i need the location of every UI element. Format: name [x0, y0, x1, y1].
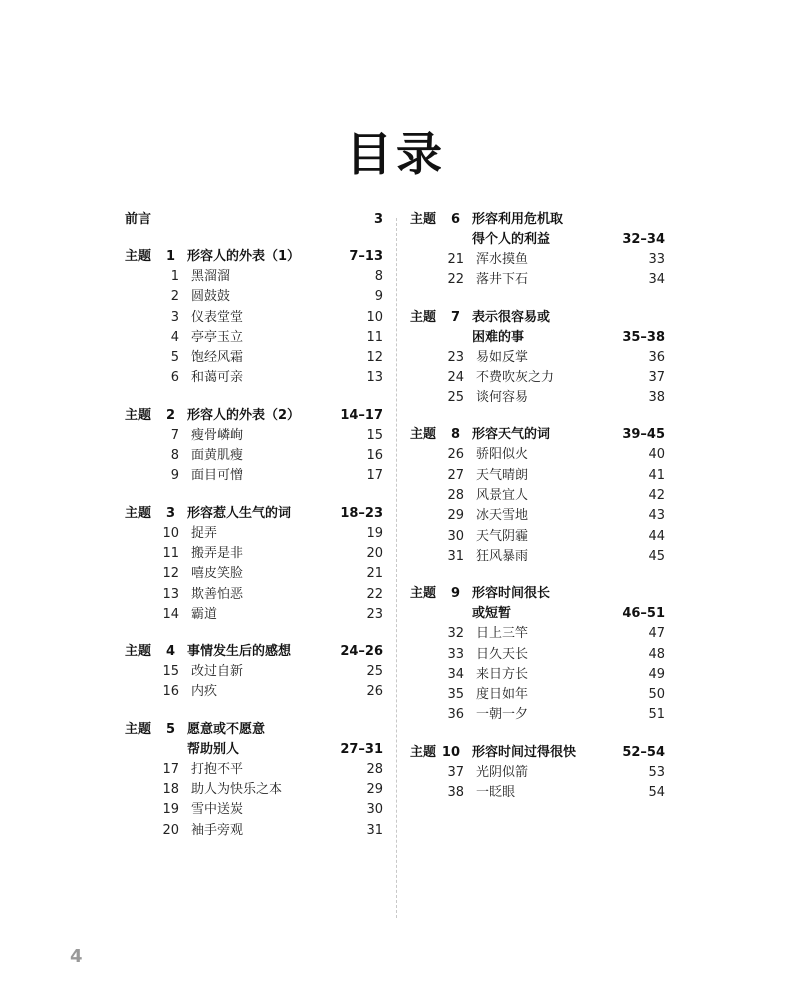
entry-page: 21: [366, 566, 383, 582]
toc-entry[interactable]: [410, 466, 665, 486]
entry-title: 浑水摸鱼: [476, 252, 529, 267]
toc-entry[interactable]: [410, 388, 665, 408]
section-heading[interactable]: [410, 584, 665, 624]
section-label: 主题: [410, 309, 437, 325]
section-title: 形容惹人生气的词: [187, 505, 292, 521]
section-title: 困难的事: [472, 329, 525, 345]
section-page-range: 27–31: [340, 741, 383, 757]
section-label: 主题: [410, 744, 437, 760]
entry-number: 10: [162, 525, 179, 541]
entry-page: 53: [648, 764, 665, 780]
entry-title: 仪表堂堂: [191, 309, 244, 325]
section-title: 形容利用危机取: [472, 212, 564, 227]
entry-number: 35: [447, 687, 464, 703]
toc-entry[interactable]: [125, 308, 383, 328]
entry-title: 饱经风霜: [191, 350, 244, 366]
section-label: 主题: [125, 249, 152, 264]
entry-page: 12: [366, 350, 383, 366]
toc-section: [410, 584, 665, 725]
entry-title: 面目可憎: [191, 468, 244, 484]
entry-number: 15: [162, 664, 179, 680]
entry-title: 嘻皮笑脸: [191, 566, 244, 582]
entry-number: 13: [162, 586, 179, 602]
entry-title: 瘦骨嶙峋: [191, 427, 244, 443]
entry-number: 34: [447, 666, 464, 682]
section-heading[interactable]: [410, 210, 665, 250]
entry-title: 狂风暴雨: [476, 548, 529, 564]
toc-entry[interactable]: [410, 506, 665, 526]
section-title: 形容时间很长: [472, 586, 551, 602]
section-title: 形容人的外表（1）: [187, 249, 301, 264]
entry-page: 22: [366, 586, 383, 602]
entry-title: 冰天雪地: [476, 508, 529, 524]
entry-title: 谈何容易: [476, 390, 529, 406]
entry-number: 23: [447, 349, 464, 365]
toc-entry[interactable]: [125, 368, 383, 388]
entry-title: 亭亭玉立: [191, 329, 244, 345]
section-number: 3: [165, 505, 175, 521]
entry-number: 6: [170, 370, 179, 386]
entry-number: 4: [170, 329, 179, 345]
entry-page: 17: [366, 468, 383, 484]
section-number: 7: [450, 309, 460, 325]
entry-page: 30: [366, 802, 383, 818]
entry-page: 47: [648, 626, 665, 642]
section-heading[interactable]: [125, 642, 383, 662]
toc-entry[interactable]: [125, 466, 383, 486]
section-title: 形容天气的词: [472, 427, 551, 443]
toc-entry[interactable]: [410, 645, 665, 665]
entry-page: 10: [366, 309, 383, 325]
preface-page: 3: [373, 212, 383, 227]
section-heading[interactable]: [410, 743, 665, 763]
entry-title: 风景宜人: [476, 488, 529, 504]
entry-title: 雪中送炭: [191, 802, 244, 818]
section-heading[interactable]: [125, 504, 383, 524]
toc-entry[interactable]: [410, 527, 665, 547]
entry-title: 不费吹灰之力: [476, 369, 555, 385]
entry-number: 28: [447, 488, 464, 504]
section-heading[interactable]: [125, 247, 383, 267]
entry-title: 天气阴霾: [476, 528, 529, 544]
entry-number: 3: [170, 309, 179, 325]
entry-number: 7: [170, 427, 179, 443]
section-label: 主题: [410, 212, 437, 227]
toc-entry[interactable]: [410, 685, 665, 705]
entry-page: 23: [366, 606, 383, 622]
entry-page: 49: [648, 666, 665, 682]
entry-title: 捉弄: [191, 525, 218, 541]
entry-title: 一眨眼: [476, 785, 516, 801]
entry-page: 11: [366, 329, 383, 345]
entry-title: 圆鼓鼓: [191, 289, 231, 305]
toc-entry[interactable]: [125, 348, 383, 368]
entry-page: 41: [648, 467, 665, 483]
toc-entry[interactable]: [410, 368, 665, 388]
toc-entry[interactable]: [125, 426, 383, 446]
entry-number: 33: [447, 646, 464, 662]
toc-entry[interactable]: [125, 267, 383, 287]
entry-page: 26: [366, 684, 383, 700]
section-page-range: 46–51: [622, 606, 665, 622]
toc-entry[interactable]: [125, 821, 383, 841]
section-number: 8: [450, 427, 460, 443]
entry-title: 和蔼可亲: [191, 370, 244, 386]
entry-number: 25: [447, 390, 464, 406]
toc-section: [410, 308, 665, 409]
section-number: 10: [441, 744, 460, 760]
toc-entry[interactable]: [125, 524, 383, 544]
toc-entry[interactable]: [410, 486, 665, 506]
toc-entry[interactable]: [125, 682, 383, 702]
entry-page: 54: [648, 785, 665, 801]
entry-number: 24: [447, 369, 464, 385]
entry-number: 19: [162, 802, 179, 818]
toc-entry[interactable]: [410, 348, 665, 368]
entry-number: 30: [447, 528, 464, 544]
section-page-range: 24–26: [340, 644, 383, 660]
entry-number: 20: [162, 822, 179, 838]
entry-title: 欺善怕恶: [191, 586, 244, 602]
entry-page: 36: [648, 349, 665, 365]
section-page-range: 14–17: [340, 407, 383, 423]
entry-title: 日久天长: [476, 646, 529, 662]
toc-entry[interactable]: [410, 783, 665, 803]
toc-entry[interactable]: [125, 328, 383, 348]
section-page-range: 32–34: [622, 232, 665, 247]
section-title: 帮助别人: [187, 741, 240, 757]
toc-entry[interactable]: [125, 800, 383, 820]
entry-number: 29: [447, 508, 464, 524]
entry-page: 28: [366, 761, 383, 777]
entry-number: 9: [170, 468, 179, 484]
toc-preface[interactable]: [125, 210, 383, 230]
entry-title: 天气晴朗: [476, 467, 529, 483]
entry-page: 29: [366, 782, 383, 798]
section-title: 表示很容易或: [472, 309, 551, 325]
page-title: 目录: [346, 127, 446, 181]
section-title: 事情发生后的感想: [187, 644, 292, 660]
section-number: 5: [165, 721, 175, 737]
section-title: 或短暂: [472, 606, 512, 622]
toc-section: [125, 720, 383, 841]
entry-number: 12: [162, 566, 179, 582]
section-page-range: 18–23: [340, 505, 383, 521]
section-label: 主题: [125, 721, 152, 737]
toc-entry[interactable]: [410, 624, 665, 644]
entry-number: 18: [162, 782, 179, 798]
toc-entry[interactable]: [125, 446, 383, 466]
section-label: 主题: [410, 586, 437, 602]
entry-number: 2: [170, 289, 179, 305]
entry-number: 38: [447, 785, 464, 801]
entry-title: 袖手旁观: [191, 822, 244, 838]
section-number: 2: [165, 407, 175, 423]
toc-section: [410, 425, 665, 567]
section-label: 主题: [410, 427, 437, 443]
entry-title: 搬弄是非: [191, 545, 244, 561]
toc-entry[interactable]: [125, 544, 383, 564]
section-heading[interactable]: [125, 406, 383, 426]
entry-page: 40: [648, 447, 665, 463]
toc-entry[interactable]: [125, 564, 383, 584]
entry-title: 内疚: [191, 684, 218, 700]
entry-page: 9: [374, 289, 383, 305]
toc-entry[interactable]: [125, 605, 383, 625]
entry-title: 来日方长: [476, 666, 529, 682]
toc-entry[interactable]: [410, 250, 665, 270]
entry-page: 37: [648, 369, 665, 385]
entry-page: 51: [648, 707, 665, 723]
toc-entry[interactable]: [125, 780, 383, 800]
section-heading[interactable]: [410, 308, 665, 348]
section-number: 4: [165, 644, 175, 660]
entry-page: 25: [366, 664, 383, 680]
toc-section: [125, 247, 383, 389]
entry-number: 8: [170, 448, 179, 464]
section-number: 9: [450, 586, 460, 602]
entry-number: 11: [162, 545, 179, 561]
entry-title: 易如反掌: [476, 349, 529, 365]
section-page-range: 7–13: [349, 249, 383, 264]
entry-number: 36: [447, 707, 464, 723]
entry-page: 31: [366, 822, 383, 838]
section-title: 形容人的外表（2）: [187, 407, 301, 423]
entry-number: 14: [162, 606, 179, 622]
entry-page: 42: [648, 488, 665, 504]
entry-number: 26: [447, 447, 464, 463]
entry-title: 面黄肌瘦: [191, 448, 244, 464]
section-heading[interactable]: [125, 720, 383, 760]
toc-entry[interactable]: [410, 763, 665, 783]
toc-right-column: [410, 210, 665, 820]
section-page-range: 35–38: [622, 329, 665, 345]
entry-title: 黑溜溜: [191, 269, 231, 284]
entry-number: 21: [447, 252, 464, 267]
section-title: 愿意或不愿意: [187, 721, 266, 737]
preface-label: 前言: [125, 212, 152, 227]
entry-page: 43: [648, 508, 665, 524]
section-page-range: 39–45: [622, 427, 665, 443]
toc-entry[interactable]: [410, 705, 665, 725]
toc-entry[interactable]: [125, 287, 383, 307]
entry-number: 16: [162, 684, 179, 700]
page-number: 4: [70, 946, 83, 967]
entry-title: 改过自新: [191, 664, 244, 680]
toc-section: [410, 210, 665, 291]
section-label: 主题: [125, 505, 152, 521]
entry-page: 19: [366, 525, 383, 541]
section-label: 主题: [125, 407, 152, 423]
entry-page: 45: [648, 548, 665, 564]
entry-number: 37: [447, 764, 464, 780]
toc-entry[interactable]: [410, 665, 665, 685]
entry-title: 霸道: [191, 606, 218, 622]
section-page-range: 52–54: [622, 744, 665, 760]
entry-number: 22: [447, 272, 464, 288]
entry-title: 度日如年: [476, 687, 529, 703]
entry-title: 一朝一夕: [476, 707, 529, 723]
section-title: 得个人的利益: [472, 232, 551, 247]
entry-number: 1: [170, 269, 179, 284]
entry-title: 落井下石: [476, 272, 529, 288]
toc-section: [125, 642, 383, 703]
section-label: 主题: [125, 644, 152, 660]
entry-title: 助人为快乐之本: [191, 782, 283, 798]
section-number: 6: [450, 212, 460, 227]
entry-page: 38: [648, 390, 665, 406]
entry-number: 27: [447, 467, 464, 483]
entry-number: 32: [447, 626, 464, 642]
entry-page: 50: [648, 687, 665, 703]
section-title: 形容时间过得很快: [472, 744, 577, 760]
entry-page: 15: [366, 427, 383, 443]
entry-page: 13: [366, 370, 383, 386]
column-divider: [396, 218, 397, 918]
toc-entry[interactable]: [125, 662, 383, 682]
entry-page: 16: [366, 448, 383, 464]
entry-page: 33: [648, 252, 665, 267]
entry-title: 光阴似箭: [476, 764, 529, 780]
section-heading[interactable]: [410, 425, 665, 445]
entry-page: 44: [648, 528, 665, 544]
entry-page: 20: [366, 545, 383, 561]
toc-left-column: [125, 210, 383, 858]
toc-entry[interactable]: [410, 445, 665, 465]
section-number: 1: [165, 249, 175, 264]
entry-title: 打抱不平: [191, 761, 244, 777]
entry-number: 17: [162, 761, 179, 777]
entry-page: 48: [648, 646, 665, 662]
toc-section: [125, 504, 383, 625]
toc-entry[interactable]: [125, 585, 383, 605]
toc-entry[interactable]: [125, 760, 383, 780]
entry-title: 骄阳似火: [476, 447, 529, 463]
entry-page: 34: [648, 272, 665, 288]
entry-number: 31: [447, 548, 464, 564]
entry-title: 日上三竿: [476, 626, 529, 642]
toc-section: [410, 743, 665, 804]
toc-entry[interactable]: [410, 270, 665, 290]
toc-entry[interactable]: [410, 547, 665, 567]
entry-number: 5: [170, 350, 179, 366]
toc-section: [125, 406, 383, 487]
entry-page: 8: [374, 269, 383, 284]
